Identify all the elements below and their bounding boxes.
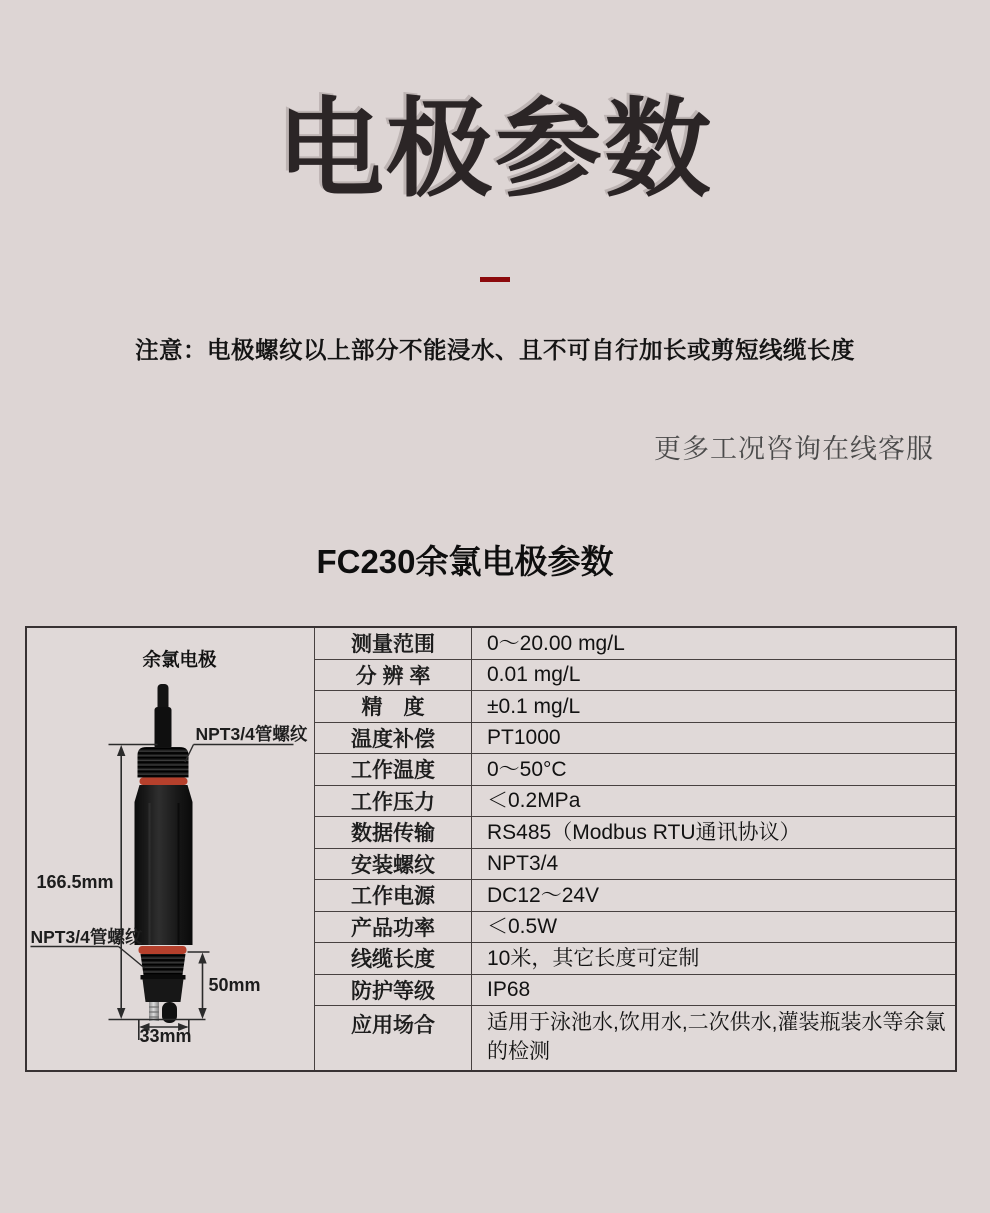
spec-value: ±0.1 mg/L [487, 694, 581, 718]
spec-label: 产品功率 [315, 912, 472, 943]
electrode-illustration [27, 628, 314, 1070]
table-row [315, 849, 955, 881]
dim-overall-label: 166.5mm [36, 872, 114, 892]
spec-value: 10米，其它长度可定制 [487, 946, 700, 970]
spec-label: 工作温度 [315, 754, 472, 785]
table-row [315, 880, 955, 912]
arrow-up-icon [117, 745, 125, 756]
product-label: 余氯电极 [142, 649, 217, 670]
notice-text: 注意：电极螺纹以上部分不能浸水、且不可自行加长或剪短线缆长度 [135, 337, 855, 363]
arrow-down-icon [117, 1008, 125, 1019]
table-row [315, 660, 955, 692]
page-title: 电极参数 [276, 89, 713, 209]
spec-label: 防护等级 [315, 975, 472, 1006]
leader-bottom-thread [31, 927, 145, 968]
spec-panel [25, 626, 957, 1072]
table-row [315, 943, 955, 975]
table-row [315, 691, 955, 723]
spec-value: DC12～24V [487, 883, 600, 907]
table-row [315, 754, 955, 786]
table-row [315, 786, 955, 818]
spec-label: 数据传输 [315, 817, 472, 848]
product-diagram-cell [27, 628, 315, 1070]
o-ring-top [140, 778, 188, 786]
tip-collar [141, 975, 186, 980]
leader-top-thread [185, 724, 308, 762]
table-row [315, 912, 955, 944]
spec-value: 适用于泳池水,饮用水,二次供水,灌装瓶装水等余氯的检测 [487, 1011, 946, 1063]
electrode-thread-bottom [141, 954, 186, 975]
spec-value: NPT3/4 [487, 852, 559, 876]
spec-value: ＜0.2MPa [487, 789, 581, 813]
spec-label: 分 辨 率 [315, 660, 472, 691]
table-row [315, 723, 955, 755]
dim-width-label: 33mm [139, 1026, 192, 1046]
spec-value: IP68 [487, 978, 531, 1002]
table-row [315, 975, 955, 1007]
arrow-up-icon [198, 953, 206, 964]
thread-label-bottom: NPT3/4管螺纹 [30, 927, 143, 947]
spec-value: 0～50°C [487, 757, 567, 781]
spec-value: 0～20.00 mg/L [487, 631, 625, 655]
spec-label: 测量范围 [315, 628, 472, 659]
spec-table [315, 628, 955, 1070]
customer-service-note: 更多工况咨询在线客服 [654, 434, 934, 464]
dim-lower-label: 50mm [208, 975, 261, 995]
spec-label: 工作压力 [315, 786, 472, 817]
table-row [315, 1006, 955, 1070]
spec-label: 工作电源 [315, 880, 472, 911]
arrow-down-icon [198, 1008, 206, 1019]
electrode-body [135, 684, 193, 1023]
spec-label: 精 度 [315, 691, 472, 722]
table-row [315, 817, 955, 849]
spec-value: 0.01 mg/L [487, 663, 581, 687]
spec-label: 线缆长度 [315, 943, 472, 974]
dimension-lower [188, 952, 210, 1009]
thread-label-top: NPT3/4管螺纹 [195, 724, 308, 744]
table-row [315, 628, 955, 660]
electrode-thread-top [138, 747, 189, 778]
electrode-tip [143, 979, 184, 1002]
spec-label: 安装螺纹 [315, 849, 472, 880]
spec-label: 温度补偿 [315, 723, 472, 754]
o-ring-bottom [139, 946, 187, 954]
spec-label: 应用场合 [315, 1006, 472, 1070]
spec-value: ＜0.5W [487, 915, 558, 939]
red-divider [480, 277, 510, 282]
cable-sleeve [155, 707, 172, 749]
spec-value: RS485（Modbus RTU通讯协议） [487, 820, 801, 844]
electrode-hex-body [135, 785, 193, 945]
section-title: FC230余氯电极参数 [316, 543, 614, 580]
spec-value: PT1000 [487, 726, 561, 750]
